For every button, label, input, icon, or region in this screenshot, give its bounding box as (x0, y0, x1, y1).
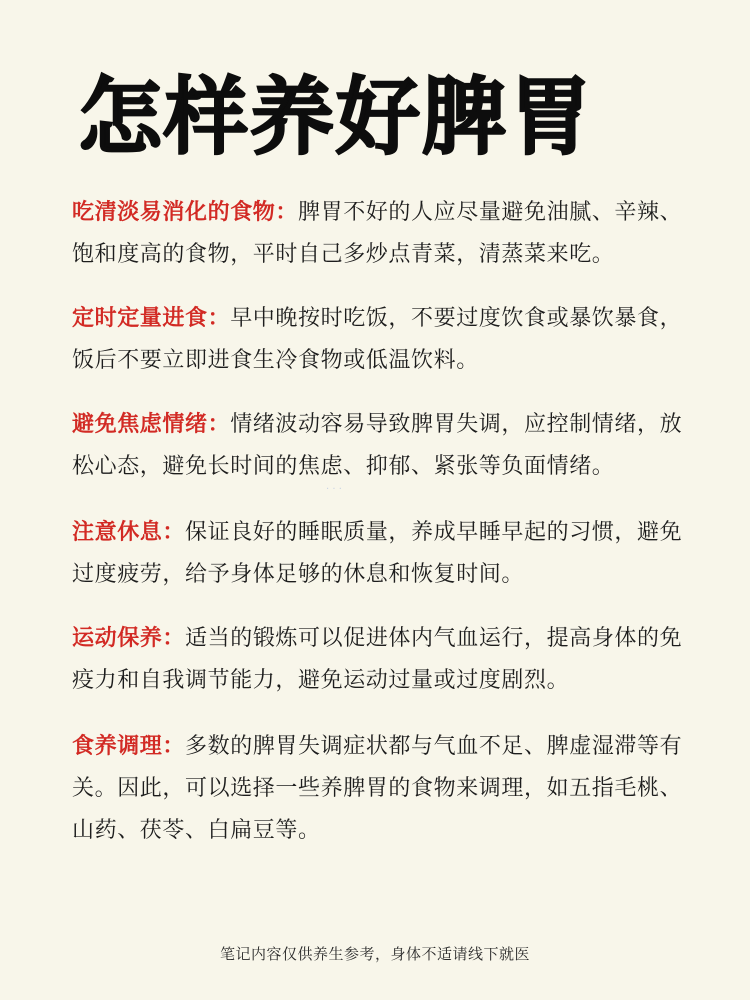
tip-heading: 运动保养： (72, 626, 186, 651)
tip-exercise (72, 618, 702, 702)
tip-heading: 避免焦虑情绪： (72, 412, 231, 437)
tip-text: 早中晚按时吃饭，不要过度饮食或暴饮暴食，饭后不要立即进食生冷食物或低温饮料。 (72, 306, 683, 373)
tip-regular-meals (72, 298, 702, 382)
page-title: 怎样养好脾胃 (78, 68, 595, 166)
tip-avoid-anxiety (72, 404, 702, 488)
disclaimer-footer: 笔记内容仅供养生参考，身体不适请线下就医 (219, 945, 530, 963)
tip-text: 保证良好的睡眠质量，养成早睡早起的习惯，避免过度疲劳，给予身体足够的休息和恢复时间。 (72, 520, 683, 587)
tip-heading: 注意休息： (72, 520, 186, 545)
tip-text: 适当的锻炼可以促进体内气血运行，提高身体的免疫力和自我调节能力，避免运动过量或过度剧烈。 (72, 626, 683, 693)
tip-rest (72, 512, 702, 596)
tip-light-diet (72, 192, 702, 276)
tip-heading: 食养调理： (72, 734, 186, 759)
tip-heading: 定时定量进食： (72, 306, 231, 331)
tip-heading: 吃清淡易消化的食物： (72, 200, 299, 225)
tip-text: 多数的脾胃失调症状都与气血不足、脾虚湿滞等有关。因此，可以选择一些养脾胃的食物来调理，如五指毛桃、山药、茯苓、白扁豆等。 (72, 734, 683, 843)
tip-diet-therapy (72, 726, 702, 852)
paper-speck: · · · (326, 484, 342, 495)
tip-text: 脾胃不好的人应尽量避免油腻、辛辣、饱和度高的食物，平时自己多炒点青菜，清蒸菜来吃。 (72, 200, 683, 267)
tip-text: 情绪波动容易导致脾胃失调，应控制情绪，放松心态，避免长时间的焦虑、抑郁、紧张等负面情绪。 (72, 412, 683, 479)
